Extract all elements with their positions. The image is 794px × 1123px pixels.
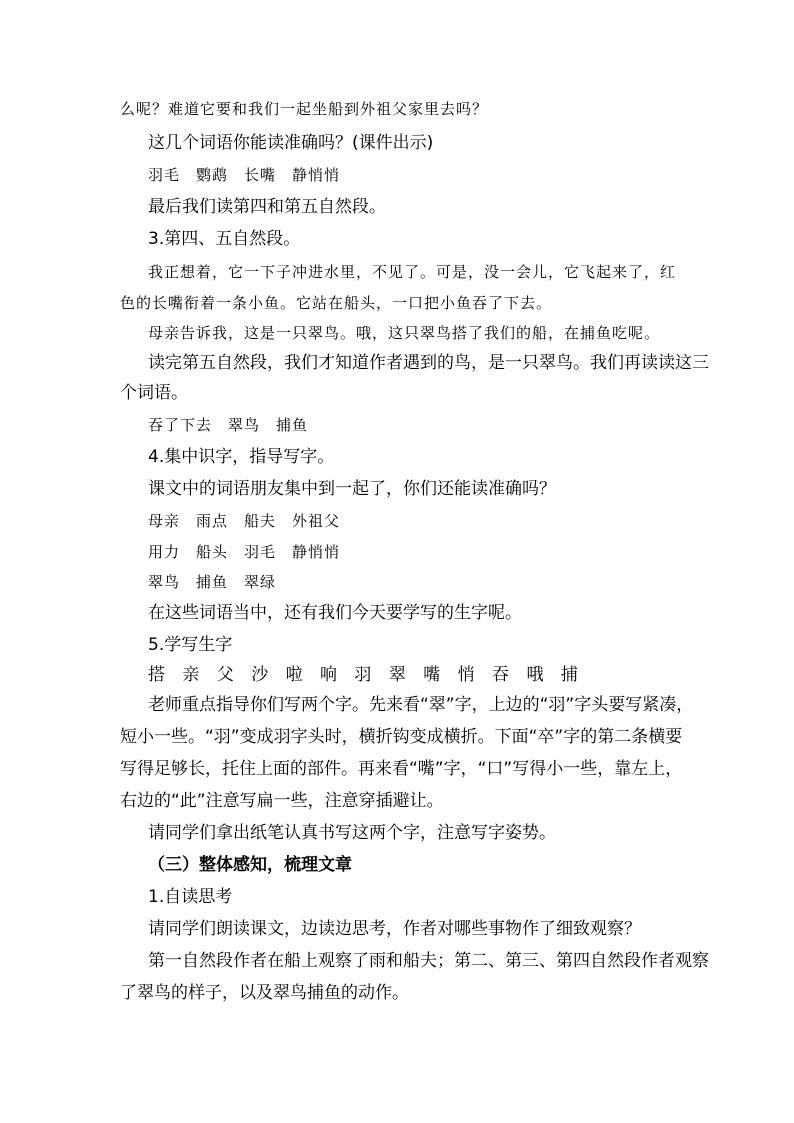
section-heading-part3: （三）整体感知，梳理文章	[148, 855, 352, 875]
text-line-6: 课文中的词语朋友集中到一起了，你们还能读准确吗？	[148, 479, 556, 499]
word-list-5: 翠鸟 捕鱼 翠绿	[148, 573, 277, 591]
quote-line-1: 我正想着，它一下子冲进水里，不见了。可是，没一会儿，它飞起来了，红	[148, 263, 677, 281]
section-heading-3: 3.第四、五自然段。	[148, 229, 301, 249]
text-line-9: 短小一些。“羽”变成羽字头时，横折钩变成横折。下面“卒”字的第二条横要	[120, 727, 683, 747]
text-line-14: 第一自然段作者在船上观察了雨和船夫；第二、第三、第四自然段作者观察	[148, 951, 709, 971]
text-line-3: 最后我们读第四和第五自然段。	[148, 197, 386, 217]
word-list-4: 用力 船头 羽毛 静悄悄	[148, 543, 341, 561]
text-line-2: 这几个词语你能读准确吗？(课件出示)	[148, 133, 434, 153]
quote-line-3: 母亲告诉我，这是一只翠鸟。哦，这只翠鸟搭了我们的船，在捕鱼吃呢。	[148, 324, 661, 342]
text-line-7: 在这些词语当中，还有我们今天要学写的生字呢。	[148, 603, 522, 623]
word-list-3: 母亲 雨点 船夫 外祖父	[148, 512, 341, 530]
text-line-15: 了翠鸟的样子，以及翠鸟捕鱼的动作。	[120, 983, 409, 1003]
section-heading-4: 4.集中识字，指导写字。	[148, 447, 335, 467]
text-line-5: 个词语。	[120, 383, 188, 403]
text-line-11: 右边的“此”注意写扁一些，注意穿插避让。	[120, 791, 444, 811]
text-line-8: 老师重点指导你们写两个字。先来看“翠”字，上边的“羽”字头要写紧凑，	[148, 695, 694, 715]
text-line-10: 写得足够长，托住上面的部件。再来看“嘴”字，“口”写得小一些，靠左上，	[120, 759, 683, 779]
quote-line-2: 色的长嘴衔着一条小鱼。它站在船头，一口把小鱼吞了下去。	[120, 294, 553, 312]
text-line-12: 请同学们拿出纸笔认真书写这两个字，注意写字姿势。	[148, 823, 556, 843]
section-heading-1: 1.自读思考	[148, 887, 233, 907]
text-line-4: 读完第五自然段，我们才知道作者遇到的鸟，是一只翠鸟。我们再读读这三	[148, 353, 709, 373]
word-list-1: 羽毛 鹦鹉 长嘴 静悄悄	[148, 166, 341, 184]
word-list-2: 吞了下去 翠鸟 捕鱼	[148, 416, 309, 434]
text-line-1: 么呢？难道它要和我们一起坐船到外祖父家里去吗？	[120, 100, 489, 118]
section-heading-5: 5.学写生字	[148, 635, 233, 655]
text-line-13: 请同学们朗读课文，边读边思考，作者对哪些事物作了细致观察？	[148, 919, 641, 939]
new-characters: 搭 亲 父 沙 啦 响 羽 翠 嘴 悄 吞 哦 捕	[148, 665, 584, 685]
